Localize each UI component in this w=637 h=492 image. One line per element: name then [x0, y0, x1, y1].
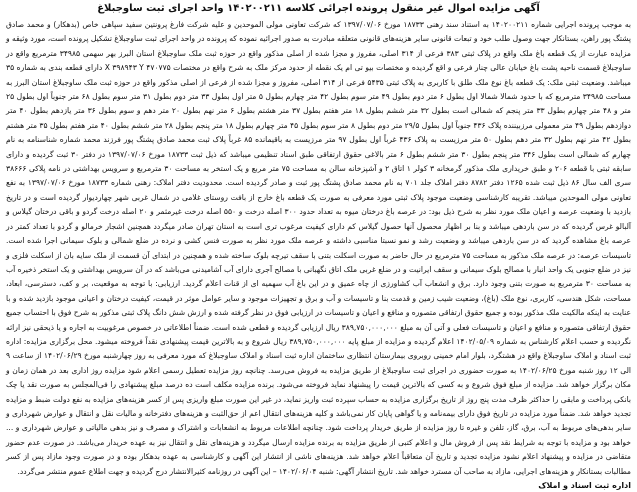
notice-signature: اداره ثبت اسناد و املاک: [538, 481, 631, 490]
notice-title: آگهی مزایده اموال غیر منقول پرونده اجرائی کلاسه ۱۴۰۲۰۰۲۱۱ واحد اجرای ثبت ساوجبلاغ: [97, 3, 540, 14]
notice-body: به موجب پرونده اجرایی شماره ۱۴۰۲۰۰۲۱۱ به استناد سند رهنی ۱۸۷۳۳ مورخ ۱۳۹۷/۰۷/۰۶ که شرکت تعاونی مولی الموحدین و علیه شرکت فارغ پرونتین سفید سپاهی خاص (بدهکار) و محمد صادق پشتگ پور راهن، بستانکار جهت وصول طلب خود و تبعات قانونی سایر هزینه‌های قانونی متعلقه مبادرت به صدور اجرائیه نموده که پرونده در واحد اجرای ثبت ساوجبلاغ تشکیل پرونده است، مورد وثیقه و مزایده عبارت از یک قطعه باغ ملک واقع در پلاک ثبتی ۳۸۳ فرعی از ۳۱۴ اصلی، مفروز و مجزا شده از اصلی مذکور واقع در حوزه ثبت ملک ساوجبلاغ استان البرز بهر سهمی ۳۴۹۸۵ مترمربع واقع در ساوجبلاغ قسمت ناحیه پشت باغ خیابان عالی چنار فرعی و اقع گردیده و مختصات بیو تی ام یک نقطه از حدود مرکز ملک به شرح واقع در مختصات ۴۷۰۷۷۵ X ۳۹۸۹۴۳ Y دارای قطعه بندی به شماره ۳۵ میباشد. وضعیت ثبتی ملک: یک قطعه باغ نوع ملک طلق با کاربری به پلاک ثبتی ۵۴۳۵ فرعی از ۳۱۴ اصلی، مفروز و مجزا شده از فرعی از اصلی مذکور واقع در حوزه ثبت ملک ساوجبلاغ استان البرز به مساحت ۳۴۹۸۵ مترمربع که با حدود شمالا شمالا اول بطول ۶ متر دوم بطول ۴۹ متر سوم بطول ۴۲ متر چهارم بطول ۵ متر اول بطول ۳۳ متر دوم بطول ۳۱ متر سوم بطول ۶۸ متر جنوباً اول بطول ۲۵ متر و ۴۸ متر چهارم بطول ۳۳ متر پنجم که شمالی است بطول ۳۲ متر ششم بطول ۱۸ متر هفتم بطول ۳۷ متر هشتم بطول ۶ متر نهم بطول ۲۰ متر دهم و سوم بطول ۳۶ متر یازدهم بطول ۴۰ متر دوازدهم بطول ۴۹ متر معمولی مرزبیننده پلاک ۴۳۶ جنوباً اول بطول ۲۹/۵ متر دوم بطول ۸ متر سوم بطول ۴۵ متر چهارم بطول ۱۸ متر پنجم بطول ۲۸ متر ششم بطول ۴۰ متر هفتم بطول ۳۵ متر هشتم بطول ۴۲ متر نهم بطول ۳۲ متر دهم بطول ۵۰ متر مرزیست به پلاک ۴۳۶ غرباً اول بطول ۹۷ متر مرزیست به باقیمانده ۸۵ غرباً پلاک ثبت محمد صادق پشتگ پور فرزند محمد شماره شناسنامه به نام چهارم که شمالی است بطول ۳۴۶ متر پنجم بطول ۳۰ متر ششم بطول ۶ متر بالاغی حقوق ارتفاقی طبق اسناد تنظیمی میباشد که ذیل ثبت ۱۸۷۳۳ مورخ ۱۳۹۷/۰۷/۰۶ در دفتر ۳۰ ثبت گردیده و دارای سابقه ثبتی با قطعه ۲۰۶ و طبق خریداری ملک مذکور گرمخانه ۳ کولر ۱ اتاق ۲ و آشپزخانه سالن به مساحت ۷۵ متر مربع و یک استخر به مساحت ۳۰ مترمربع و سرویس بهداشتی در نامه پلاکی ۳۸۶۶۶ سری الف سال ۸۶ ذیل ثبت شده ۱۲۶۵ دفتر ۸۷۸۲ دفتر املاک جلد ۷۰۱ به نام محمد صادق پشتگ پور ثبت و صادر گردیده است. محدودیت دفتر املاک: رهنی شماره ۱۸۷۳۳ مورخ ۱۳۹۷/۰۷/۰۶ به نفع تعاونی مولی الموحدین میباشد. تقریبه کارشناسی وضعیت موجود پلاک ثبتی مورد معرفی به صورت یک قطعه باغ خارج از بافت روستای غلامی در شمال غربی شهر چهاردیوار گردیده است و در تاریخ بازدید با وضعیت عرصه و اعیان ملک مورد نظر به شرح ذیل بود: در عرصه باغ درختان میوه به تعداد حدود ۳۰۰ اصله درخت و ۵۵۰ اصله درخت غیرمثمر و ۲۰ اصله درخت گردو و باقی درختان گیلاس و آلبالو غرس گردیده که در سن باردهی میباشد و بنا بر اظهار محصول آنها حصول گیلاس کم دارای کیفیت مرغوب تری است به استان تهران صادر میگردد همچنین اشجار خرمالو و گردو با تعداد کمتر در عرصه باغ مشاهده گردید که در سن باردهی میباشد و وضعیت رشد و نمو نسبتا مناسبی داشته و عرصه ملک مورد نظر به صورت فنس کشی و نرده در ضلع شمالی و بلوک سیمانی اجرا شده است. تاسیسات عرصه: در عرصه ملک مذکور به مساحت ۷۵ مترمربع در حال حاضر به صورت اسکلت بتنی با سقف تیرچه بلوک ساخته شده و همچنین در ابتدای آن قسمت از ملک سایه بان از اسکلت فلزی و نیز در ضلع جنوبی یک واحد انبار با مصالح بلوک سیمانی و سقف ایرانیت و در ضلع غربی ملک اتاق نگهبانی با مصالح آجری دارای آب آشامیدنی می‌باشد که در آن سرویس بهداشتی و یک استخر ذخیره آب به مساحت ۳۰ مترمربع به صورت بتنی وجود دارد. برق و انشعاب آب کشاورزی از چاه عمیق و در این باغ آب سهمیه ای از قنات اعلام گردید. ارزیابی: با توجه به موقعیت، بر و کف، دسترسی، ابعاد، مساحت، شکل هندسی، کاربری، نوع ملک (باغ)، وضعیت شیب زمین و قدمت بنا و تاسیسات و آب و برق و تجهیزات موجود و سایر عوامل موثر در قیمت، کیفیت درختان و اعیانی موجود بازدید شده و با عنایت به اینکه مالکیت ملک مذکور بوده و جمیع حقوق ارتفاقی متصوره و منافع و اعیان و تاسیسات در ارزیابی فوق در نظر گرفته شده و ارزش شش دانگ پلاک ثبتی مذکور به شرح فوق با احتساب جمیع حقوق ارتفاقی متصوره و منافع و اعیان و تاسیسات فعلی و آتی آن به مبلغ ۳۸۹,۷۵۰,۰۰۰,۰۰۰ ریال ارزیابی گردیده و قطعی شده است. ضمناً اطلاعاتی در خصوص مرغوبیت به اجاره و یا ذیحقی نیز ارائه نگردیده و حسب اعلام کارشناس به شماره ۱۴۰۲/۰۵/۰۹ اعلام گردیده و مزایده از مبلغ پایه ۳۸۹,۷۵۰,۰۰۰,۰۰۰ ریال شروع و به بالاترین قیمت پیشنهادی نقداً فروخته میشود. محل برگزاری مزایده: اداره ثبت اسناد و املاک ساوجبلاغ واقع در هشتگرد، بلوار امام خمینی روبروی بیمارستان انتظاری ساختمان اداره ثبت اسناد و املاک ساوجبلاغ که مورد معرفی به روز چهارشنبه مورخ ۱۴۰۲/۰۶/۲۹ از ساعت ۹ الی ۱۲ روز شنبه مورخ ۱۴۰۲/۰۶/۲۵ به صورت حضوری در اجرای ثبت ساوجبلاغ از طریق مزایده به فروش می‌رسد. چنانچه روز مزایده تعطیل رسمی اعلام شود مزایده روز اداری بعد در همان زمان و مکان برگزار خواهد شد. مزایده از مبلغ فوق شروع و به کسی که بالاترین قیمت را پیشنهاد نماید فروخته می‌شود. برنده مزایده مکلف است ده درصد مبلغ پیشنهادی را فی‌المجلس به صورت نقد یا چک بانکی پرداخت و مابقی را حداکثر ظرف مدت پنج روز از تاریخ برگزاری مزایده به حساب سپرده ثبت واریز نماید، در غیر این صورت مبلغ واریزی پس از کسر هزینه‌های مزایده به نفع دولت ضبط و مزایده تجدید خواهد شد. ضمناً مورد مزایده در تاریخ فوق دارای بیمه‌نامه و یا گواهی پایان کار نمی‌باشد و کلیه هزینه‌های انتقال اعم از حق‌الثبت و هزینه‌های دفترخانه و مالیات نقل و انتقال و عوارض شهرداری و سایر بدهی‌های مربوط به آب، برق، گاز، تلفن و غیره تا روز مزایده از طریق خریدار پرداخت شود. چنانچه اطلاعات مربوط به انشعابات و اشتراک و مصرف و نیز بدهی مالیاتی و عوارض شهرداری و ... خواهد بود و مزایده با توجه به شرایط نقد پس از فروش مال و اعلام کتبی از طریق مزایده به برنده مزایده ارسال میگردد و هزینه‌های نقل و انتقال نیز به عهده خریدار می‌باشد. در صورت عدم حضور متقاضی در مزایده و پیشنهاد اعلام نشود مزایده تجدید و تاریخ آن متعاقباً اعلام خواهد شد. هزینه‌های ناشی از انتشار این آگهی و کارشناسی به عهده بدهکار بوده و در صورت وجود مازاد پس از کسر مطالبات بستانکار و هزینه‌های اجرایی، مازاد به صاحب آن مسترد خواهد شد. تاریخ انتشار آگهی: شنبه ۱۴۰۲/۰۶/۰۴ – این آگهی در روزنامه کثیرالانتشار درج گردیده و جهت اطلاع عموم منتشر می‌گردد.: [6, 20, 632, 476]
